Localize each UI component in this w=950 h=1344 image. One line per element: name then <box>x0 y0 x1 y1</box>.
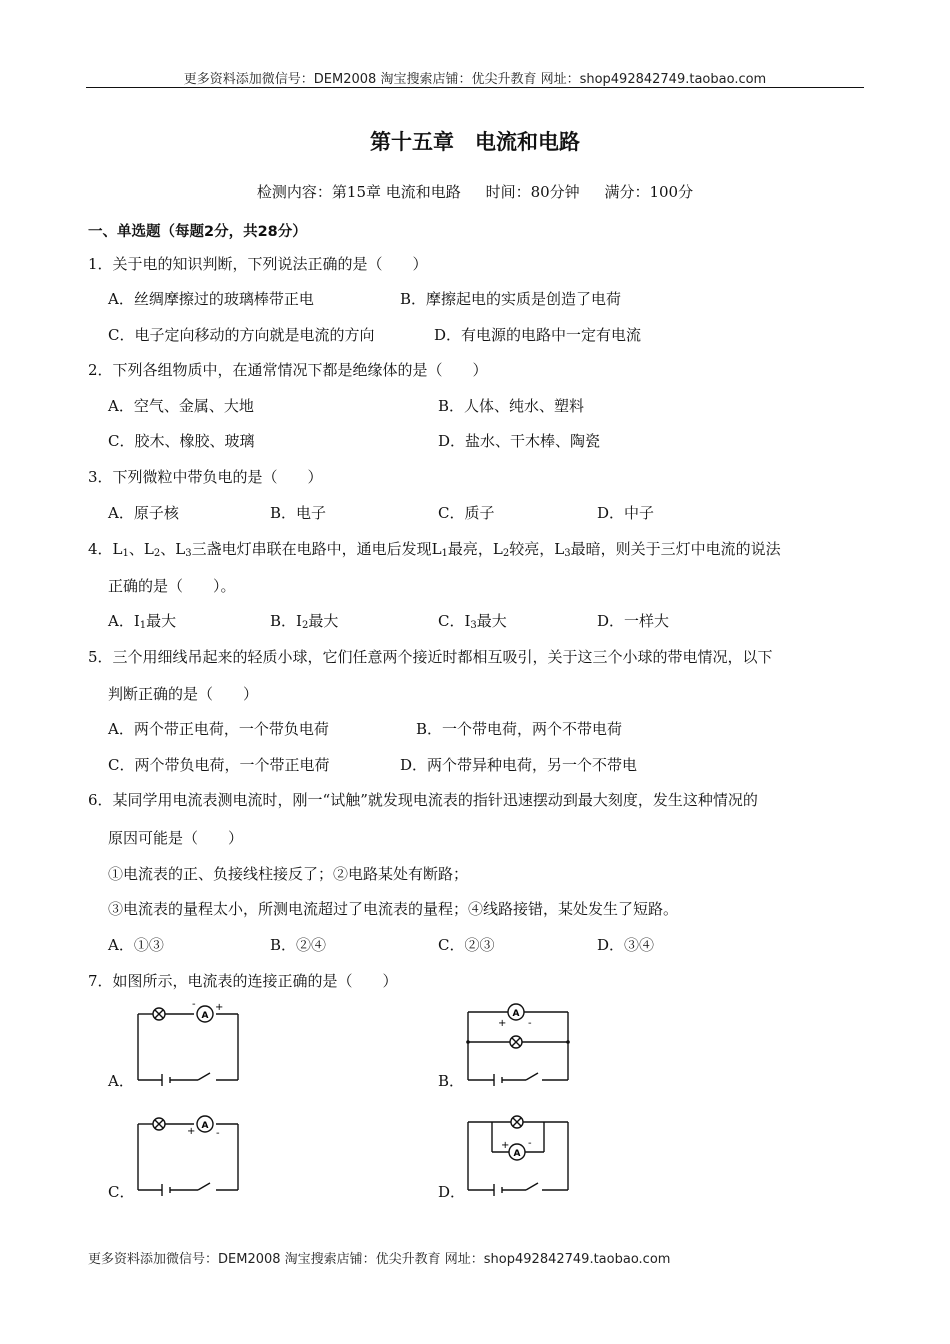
q7-stem: 7．如图所示，电流表的连接正确的是（ ） <box>88 972 398 990</box>
exam-info <box>0 181 950 202</box>
q1-option-a: A．丝绸摩擦过的玻璃棒带正电 <box>108 290 314 308</box>
q5-stem: 5．三个用细线吊起来的轻质小球，它们任意两个接近时都相互吸引，关于这三个小球的带电情况，以下 <box>88 648 773 666</box>
q6-stem-cont: 原因可能是（ ） <box>108 829 244 847</box>
q5-stem-cont: 判断正确的是（ ） <box>108 685 259 703</box>
q3-option-b: B．电子 <box>270 504 327 522</box>
q2-option-b: B．人体、纯水、塑料 <box>438 397 585 415</box>
q1-stem: 1．关于电的知识判断，下列说法正确的是（ ） <box>88 255 428 273</box>
q6-option-c: C．②③ <box>438 936 495 954</box>
header-divider <box>86 87 864 88</box>
info-score: 满分：100分 <box>604 183 694 201</box>
q4-option-a: A．$I_1$最大 <box>108 612 177 631</box>
section-heading: 一、单选题（每题2分，共28分） <box>88 224 307 240</box>
svg-text:-: - <box>528 1018 532 1029</box>
circuit-d-diagram <box>460 1110 580 1200</box>
info-time: 时间：80分钟 <box>485 183 580 201</box>
q6-option-b: B．②④ <box>270 936 327 954</box>
q3-stem: 3．下列微粒中带负电的是（ ） <box>88 468 323 486</box>
q5-option-b: B．一个带电荷，两个不带电荷 <box>416 720 623 738</box>
q5-option-d: D．两个带异种电荷，另一个不带电 <box>400 756 638 774</box>
q7-option-b: B． <box>438 1072 465 1090</box>
q7-option-d: D． <box>438 1183 466 1201</box>
q1-option-b: B．摩擦起电的实质是创造了电荷 <box>400 290 622 308</box>
svg-text:+: + <box>215 1002 224 1013</box>
q5-option-a: A．两个带正电荷，一个带负电荷 <box>108 720 329 738</box>
circuit-a-diagram <box>130 1000 245 1090</box>
svg-text:-: - <box>216 1128 220 1139</box>
page-header: 更多资料添加微信号：DEM2008 淘宝搜索店铺：优尖升教育 网址：shop492842749.taobao.com <box>183 72 767 87</box>
q2-stem: 2．下列各组物质中，在通常情况下都是绝缘体的是（ ） <box>88 361 488 379</box>
svg-text:-: - <box>528 1138 532 1149</box>
svg-text:+: + <box>498 1018 507 1029</box>
q6-option-a: A．①③ <box>108 936 164 954</box>
svg-text:+: + <box>501 1140 510 1151</box>
svg-text:A: A <box>201 1011 209 1021</box>
q7-option-c: C． <box>108 1183 135 1201</box>
q2-option-a: A．空气、金属、大地 <box>108 397 254 415</box>
q4-option-b: B．$I_2$最大 <box>270 612 339 631</box>
info-content: 检测内容：第15章 电流和电路 <box>256 183 461 201</box>
q4-option-d: D．一样大 <box>597 612 670 630</box>
q4-stem: 4．$L_1$、$L_2$、$L_3$三盏电灯串联在电路中，通电后发现$L_1$最亮，$L_2$较亮，$L_3$最暗，则关于三灯中电流的说法 <box>88 540 781 559</box>
q2-option-c: C．胶木、橡胶、玻璃 <box>108 432 255 450</box>
q3-option-a: A．原子核 <box>108 504 179 522</box>
q6-statement-1: ①电流表的正、负接线柱接反了；②电路某处有断路； <box>108 865 469 883</box>
circuit-c-diagram <box>130 1110 245 1200</box>
page-title: 第十五章 电流和电路 <box>370 130 580 154</box>
q3-option-c: C．质子 <box>438 504 495 522</box>
q1-option-d: D．有电源的电路中一定有电流 <box>434 326 642 344</box>
q4-option-c: C．$I_3$最大 <box>438 612 507 631</box>
circuit-b-diagram <box>460 1000 580 1090</box>
q2-option-d: D．盐水、干木棒、陶瓷 <box>438 432 601 450</box>
q1-option-c: C．电子定向移动的方向就是电流的方向 <box>108 326 375 344</box>
q6-option-d: D．③④ <box>597 936 655 954</box>
q7-option-a: A． <box>108 1072 134 1090</box>
svg-text:-: - <box>192 1000 196 1010</box>
svg-text:+: + <box>187 1126 196 1137</box>
q4-stem-cont: 正确的是（ ）。 <box>108 577 236 595</box>
svg-text:A: A <box>201 1121 209 1131</box>
svg-text:A: A <box>512 1009 520 1019</box>
q6-stem: 6．某同学用电流表测电流时，刚一“试触”就发现电流表的指针迅速摆动到最大刻度，发生这种情况的 <box>88 791 758 809</box>
q3-option-d: D．中子 <box>597 504 655 522</box>
q5-option-c: C．两个带负电荷，一个带正电荷 <box>108 756 330 774</box>
svg-text:A: A <box>513 1149 521 1159</box>
q6-statement-2: ③电流表的量程太小，所测电流超过了电流表的量程；④线路接错，某处发生了短路。 <box>108 900 679 918</box>
page-footer: 更多资料添加微信号：DEM2008 淘宝搜索店铺：优尖升教育 网址：shop492842749.taobao.com <box>88 1252 671 1267</box>
